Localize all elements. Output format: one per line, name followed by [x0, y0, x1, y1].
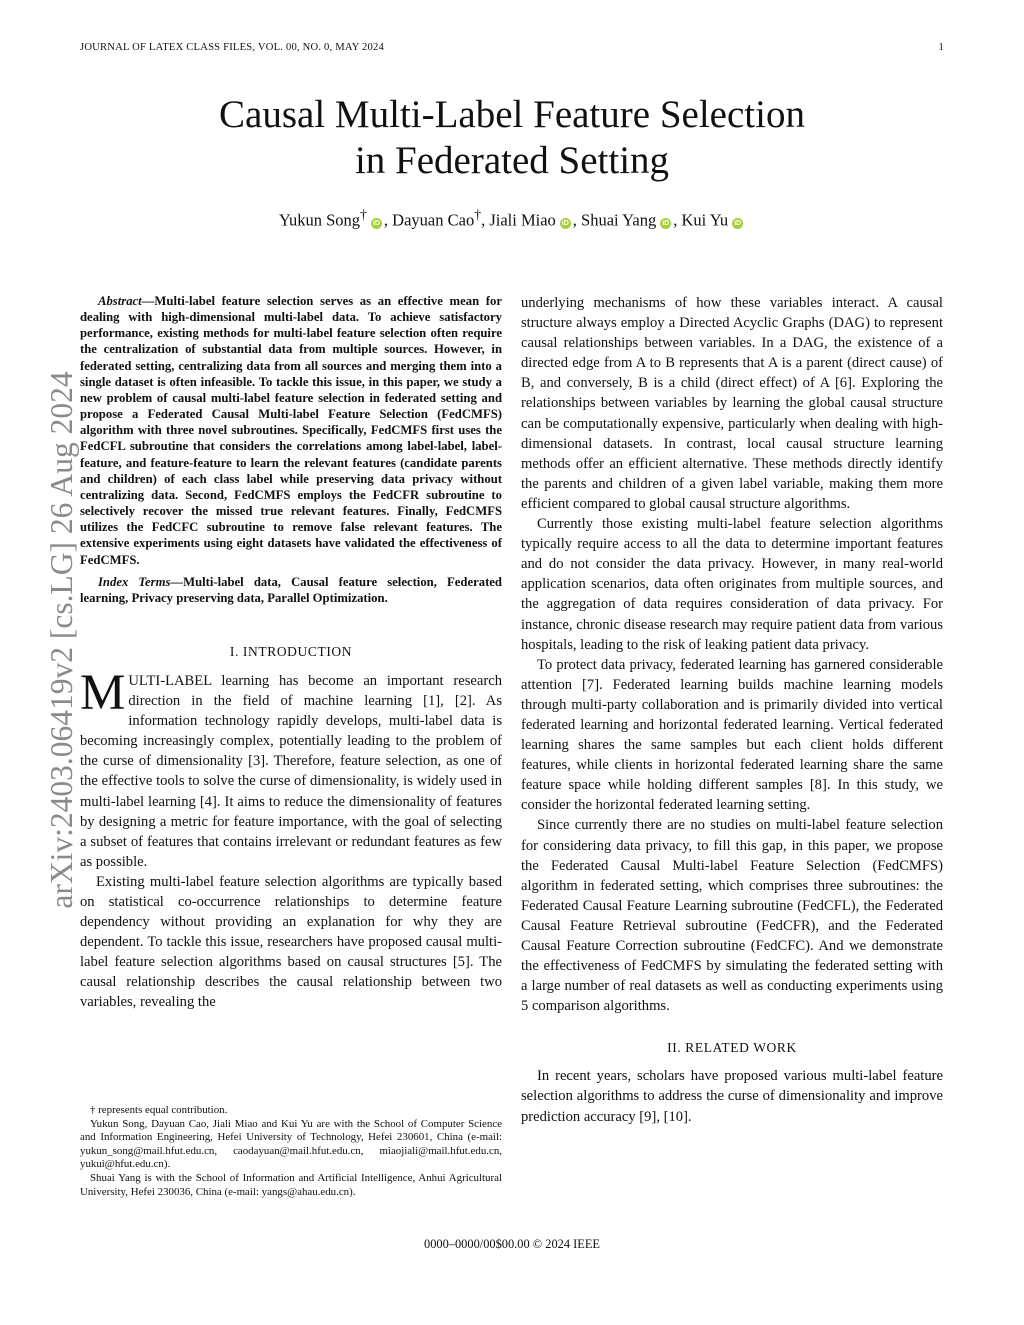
title-line-2: in Federated Setting [354, 139, 670, 182]
index-terms [80, 574, 502, 606]
abstract-label: Abstract [98, 294, 142, 308]
equal-contribution-mark: † [474, 207, 482, 222]
left-column [80, 293, 502, 1013]
abstract [80, 293, 502, 568]
author-list [100, 207, 924, 231]
index-terms-text: —Multi-label data, Causal feature selection, Federated learning, Privacy preserving data, Parallel Optimization. [80, 574, 502, 605]
footnote-affiliation-1: Yukun Song, Dayuan Cao, Jiali Miao and Kui Yu are with the School of Computer Science and Information Engineering, Hefei University of Technology, Hefei 230601, China (e-mail: yukun_song@mail.hfut.edu.cn, caodayuan@mail.hfut.edu.cn, miaojiali@mail.hfut.edu.cn, yukui@hfut.edu.cn). [80, 1117, 502, 1171]
running-head-text: JOURNAL OF LATEX CLASS FILES, VOL. 00, NO. 0, MAY 2024 [80, 42, 385, 53]
related-work-paragraph-1: In recent years, scholars have proposed various multi-label feature selection algorithms to address the curse of dimensionality and improve prediction accuracy [9], [10]. [521, 1068, 943, 1125]
orcid-icon[interactable]: iD [662, 219, 670, 227]
intro-paragraph-1 [80, 664, 502, 872]
index-terms-label: Index Terms [98, 574, 171, 589]
dropcap: M [80, 664, 126, 721]
footnote-equal-contribution: † represents equal contribution. [90, 1104, 228, 1116]
author-name: Yukun Song [278, 210, 361, 230]
intro-paragraph-2: Existing multi-label feature selection algorithms are typically based on statistical co-occurrence relationships to determine feature dependency without providing an explanation for why they are dependent. To tackle this issue, researchers have proposed causal multi-label feature selection algorithms based on causal structures [5]. The causal relationship describes the causal relationship between two variables, revealing the [80, 873, 502, 1011]
intro-paragraph-4: Currently those existing multi-label feature selection algorithms typically require access to all the data to determine important features and do not consider the data privacy. However, in many real-world application scenarios, data often originates from multiple sources, and the aggregation of data requires consideration of data privacy. For instance, chronic disease research may require patient data from various hospitals, leading to the risk of leaking patient data privacy. [521, 516, 943, 653]
section-heading-introduction: I. INTRODUCTION [229, 643, 353, 659]
arxiv-stamp: arXiv:2403.06419v2 [cs.LG] 26 Aug 2024 [44, 371, 79, 909]
page-number: 1 [938, 42, 944, 53]
abstract-text: —Multi-label feature selection serves as an effective mean for dealing with high-dimensional multi-label data. To achieve satisfactory performance, existing methods for multi-label feature selection often require the centralization of substantial data from multiple sources. However, in federated setting, centralizing data from all sources and merging them into a single dataset is often infeasible. To tackle this issue, in this paper, we study a new problem of causal multi-label feature selection in federated setting and propose a Federated Causal Multi-label Feature Selection (FedCMFS) algorithm with three novel subroutines. Specifically, FedCMFS first uses the FedCFL subroutine that considers the correlations among label-label, label-feature, and feature-feature to learn the relevant features (candidate parents and children) of each class label while preserving data privacy without centralizing data. Second, FedCMFS employs the FedCFR subroutine to selectively recover the missed true relevant features. Finally, FedCMFS utilizes the FedCFC subroutine to remove false relevant features. The extensive experiments using eight datasets have validated the effectiveness of FedCMFS. [80, 294, 502, 567]
author-name: , Shuai Yang [572, 210, 657, 230]
intro-paragraph-3: underlying mechanisms of how these variables interact. A causal structure always employ a Directed Acyclic Graphs (DAG) to represent causal relationships between variables. In a DAG, the existence of a directed edge from A to B represents that A is a parent (direct cause) of B, and conversely, B is a child (direct effect) of A [6]. Exploring the relationships between variables by learning the global causal structure can be computationally expensive, particularly when dealing with high-dimensional datasets. In contrast, local causal structure learning methods offer an efficient alternative. These methods directly identify the parents and children of a given label variable, making them more efficient compared to global causal structure algorithms. [521, 295, 943, 512]
section-heading-related-work: II. RELATED WORK [667, 1040, 797, 1056]
intro-paragraph-1-text: ULTI-LABEL learning has become an important research direction in the field of machine learning [1], [2]. As information technology rapidly develops, multi-label data is becoming increasingly complex, potentially leading to the problem of the curse of dimensionality [3]. Therefore, feature selection, as one of the effective tools to solve the curse of dimensionality, is widely used in multi-label learning [4]. It aims to reduce the dimensionality of features by designing a metric for feature importance, with the goal of selecting a subset of features that contains irrelevant or redundant features as few as possible. [80, 672, 502, 870]
intro-paragraph-6: Since currently there are no studies on multi-label feature selection for considering data privacy, to fill this gap, in this paper, we propose the Federated Causal Multi-label Feature Selection (FedCMFS) algorithm in federated setting, which comprises three subroutines: the Federated Causal Feature Learning subroutine (FedCFL), the Federated Causal Feature Retrieval subroutine (FedCFR), and the Federated Causal Feature Correction subroutine (FedCFC). And we demonstrate the effectiveness of FedCMFS by simulating the federated setting with a large number of real datasets as well as conducting experiments using 5 comparison algorithms. [521, 817, 943, 1015]
author-name: , Dayuan Cao [383, 210, 475, 230]
right-column [521, 293, 943, 1127]
author-name: , Kui Yu [673, 210, 729, 230]
footnotes [80, 1104, 502, 1199]
orcid-icon[interactable]: iD [734, 219, 742, 227]
title-line-1: Causal Multi-Label Feature Selection [219, 93, 805, 136]
copyright-footer: 0000–0000/00$00.00 © 2024 IEEE [424, 1237, 600, 1251]
paper-title [100, 92, 924, 184]
orcid-icon[interactable]: iD [372, 219, 380, 227]
running-head [80, 42, 944, 58]
author-name: , Jiali Miao [481, 210, 556, 230]
equal-contribution-mark: † [360, 207, 367, 222]
orcid-icon[interactable]: iD [561, 219, 569, 227]
footnote-affiliation-2: Shuai Yang is with the School of Information and Artificial Intelligence, Anhui Agricultural University, Hefei 230036, China (e-mail: yangs@ahau.edu.cn). [80, 1171, 502, 1198]
intro-paragraph-5: To protect data privacy, federated learning has garnered considerable attention [7]. Federated learning builds machine learning models through multi-party collaboration and is primarily divided into vertical federated learning and horizontal federated learning. Vertical federated learning shares the same samples but each client holds different features, while clients in horizontal federated learning share the same feature space while holding different samples [8]. In this study, we consider the horizontal federated learning setting. [521, 656, 943, 814]
arxiv-sidebar [42, 371, 82, 909]
